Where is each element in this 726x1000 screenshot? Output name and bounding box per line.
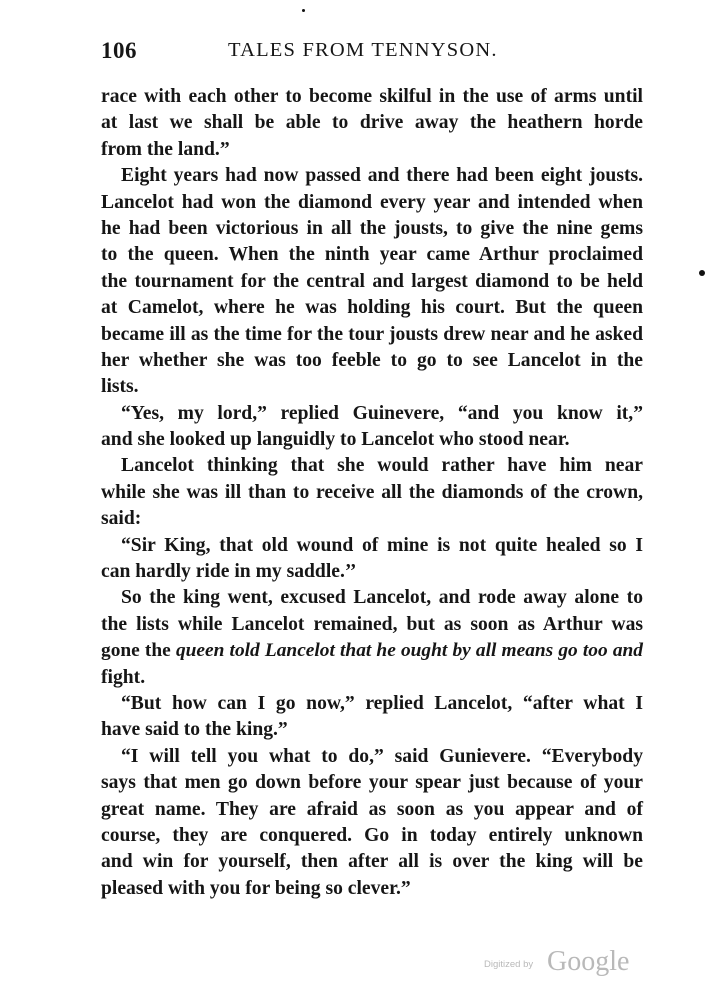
text-line: lists. [101, 376, 139, 398]
italic-run: queen told Lancelot that he ought by all means go too and [175, 640, 643, 662]
text-line: while she was ill than to receive all the diamonds of the crown, [101, 481, 643, 503]
google-logo: Google [547, 946, 630, 977]
text-line: “Sir King, that old wound of mine is not quite healed so I [121, 534, 643, 556]
digitized-by-text: Digitized by [484, 959, 534, 970]
text-line: at last we shall be able to drive away the heathern horde [101, 112, 643, 134]
text-line: have said to the king.” [101, 719, 288, 741]
text-line: “Yes, my lord,” replied Guinevere, “and you know it,” [121, 402, 643, 424]
text-line: Eight years had now passed and there had been eight jousts. [121, 165, 643, 187]
text-line: So the king went, excused Lancelot, and rode away alone to [121, 587, 643, 609]
digitized-watermark [484, 948, 634, 978]
text-line: race with each other to become skilful in the use of arms until [101, 86, 643, 107]
text-line: great name. They are afraid as soon as you appear and of [101, 798, 643, 820]
text-line: the lists while Lancelot remained, but as soon as Arthur was [101, 613, 643, 635]
text-line: and win for yourself, then after all is over the king will be [101, 851, 643, 873]
text-line: from the land.” [101, 138, 230, 160]
text-line: Lancelot thinking that she would rather have him near [121, 455, 643, 477]
text-line: “But how can I go now,” replied Lancelot, “after what I [121, 692, 643, 714]
running-head: TALES FROM TENNYSON. [228, 39, 498, 61]
text-line: fight. [101, 666, 146, 688]
page-number: 106 [101, 38, 137, 63]
roman-run: gone the [101, 640, 171, 662]
text-line: he had been victorious in all the jousts, to give the nine gems [101, 217, 643, 239]
text-line: “I will tell you what to do,” said Gunievere. “Everybody [121, 745, 643, 767]
text-line: pleased with you for being so clever.” [101, 877, 411, 899]
text-line: can hardly ride in my saddle.’’ [101, 561, 357, 583]
text-line: to the queen. When the ninth year came Arthur proclaimed [101, 244, 643, 266]
text-line: Lancelot had won the diamond every year and intended when [101, 191, 643, 213]
text-line: her whether she was too feeble to go to see Lancelot in the [101, 349, 643, 371]
text-line: said: [101, 508, 142, 530]
text-line: course, they are conquered. Go in today entirely unknown [101, 824, 643, 846]
page-body [101, 84, 643, 902]
scan-speck [699, 270, 705, 276]
page-header [101, 38, 643, 68]
text-line: and she looked up languidly to Lancelot who stood near. [101, 429, 570, 451]
text-line: at Camelot, where he was holding his court. But the queen [101, 297, 643, 319]
text-line: the tournament for the central and largest diamond to be held [101, 270, 643, 292]
text-line: became ill as the time for the tour jousts drew near and he asked [101, 323, 643, 345]
scan-speck [302, 9, 305, 12]
text-line: says that men go down before your spear just because of your [101, 772, 643, 794]
text-line-mixed [101, 638, 643, 664]
